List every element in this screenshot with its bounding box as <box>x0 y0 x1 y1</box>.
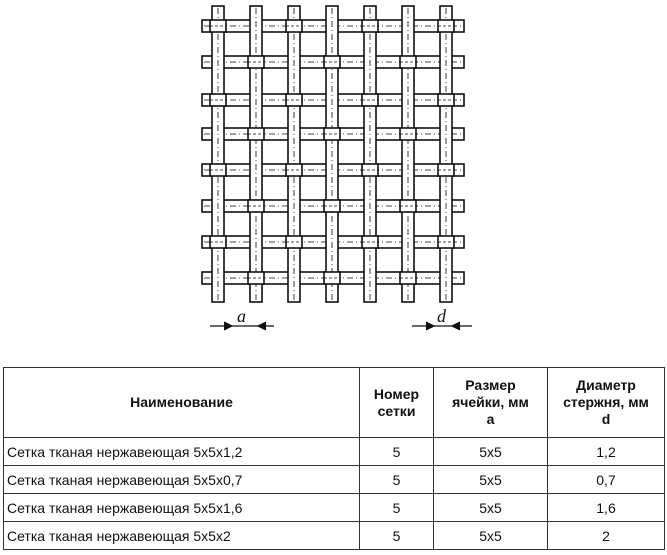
dimension-a-label: a <box>237 306 246 326</box>
table-row <box>4 438 665 466</box>
table-header-row <box>4 368 665 438</box>
header-diameter: Диаметр стержня, мм d <box>548 368 665 438</box>
cell-diameter: 1,2 <box>548 438 665 466</box>
cell-diameter: 0,7 <box>548 466 665 494</box>
cell-diameter: 2 <box>548 522 665 550</box>
table-row <box>4 466 665 494</box>
woven-mesh-diagram <box>190 0 480 345</box>
cell-size: 5х5 <box>434 522 548 550</box>
cell-number: 5 <box>360 466 434 494</box>
cell-name: Сетка тканая нержавеющая 5х5х0,7 <box>4 466 360 494</box>
header-number: Номер сетки <box>360 368 434 438</box>
table-row <box>4 522 665 550</box>
cell-name: Сетка тканая нержавеющая 5х5х1,2 <box>4 438 360 466</box>
cell-number: 5 <box>360 494 434 522</box>
table-row <box>4 494 665 522</box>
mesh-spec-table <box>3 367 665 550</box>
cell-size: 5х5 <box>434 466 548 494</box>
dimension-d-label: d <box>437 306 446 326</box>
cell-diameter: 1,6 <box>548 494 665 522</box>
weave-pattern <box>202 6 464 302</box>
header-cell-size: Размер ячейки, мм а <box>434 368 548 438</box>
cell-size: 5х5 <box>434 494 548 522</box>
cell-number: 5 <box>360 522 434 550</box>
header-name: Наименование <box>4 368 360 438</box>
cell-size: 5х5 <box>434 438 548 466</box>
cell-name: Сетка тканая нержавеющая 5х5х1,6 <box>4 494 360 522</box>
cell-name: Сетка тканая нержавеющая 5х5х2 <box>4 522 360 550</box>
cell-number: 5 <box>360 438 434 466</box>
